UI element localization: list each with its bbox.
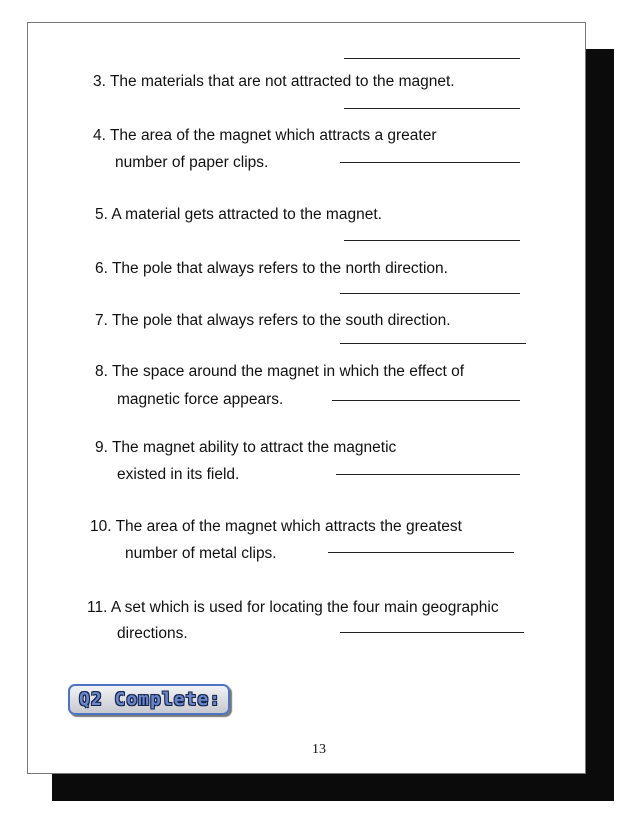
question-item-11 (87, 598, 499, 618)
item-number: 5. (95, 206, 108, 223)
question-item-10 (90, 517, 462, 537)
item-text: The area of the magnet which attracts the greatest (115, 518, 462, 535)
answer-blank[interactable] (336, 474, 520, 475)
item-text: The materials that are not attracted to the magnet. (109, 73, 455, 90)
item-number: 4. (93, 127, 106, 144)
item-number: 3. (93, 73, 106, 90)
item-text: A set which is used for locating the four main geographic (110, 599, 499, 616)
item-text: The magnet ability to attract the magnetic (111, 439, 397, 456)
answer-blank[interactable] (340, 343, 526, 344)
question-item-6 (95, 259, 448, 279)
item-number: 6. (95, 260, 108, 277)
page-number: 13 (312, 742, 326, 757)
question-item-7 (95, 311, 451, 331)
item-text: The space around the magnet in which the effect of (111, 363, 465, 380)
item-text-continued: magnetic force appears. (117, 391, 284, 408)
answer-blank[interactable] (340, 162, 520, 163)
item-text: The pole that always refers to the north direction. (111, 260, 448, 277)
question-item-3 (93, 72, 455, 92)
answer-blank[interactable] (344, 108, 520, 109)
item-text: The pole that always refers to the south direction. (111, 312, 451, 329)
item-number: 11. (87, 599, 108, 616)
item-text: A material gets attracted to the magnet. (111, 206, 382, 223)
item-text-continued: number of metal clips. (125, 545, 277, 562)
item-text-continued: number of paper clips. (115, 154, 269, 171)
answer-blank[interactable] (344, 240, 520, 241)
question-item-4 (93, 126, 437, 146)
answer-blank[interactable] (332, 400, 520, 401)
answer-blank[interactable] (328, 552, 514, 553)
item-text-continued: directions. (117, 625, 188, 642)
item-number: 8. (95, 363, 108, 380)
item-number: 9. (95, 439, 108, 456)
question-item-9 (95, 438, 396, 458)
answer-blank[interactable] (340, 293, 520, 294)
question-item-5 (95, 205, 382, 225)
item-number: 10. (90, 518, 112, 535)
item-number: 7. (95, 312, 108, 329)
answer-blank[interactable] (344, 58, 520, 59)
item-text: The area of the magnet which attracts a greater (109, 127, 437, 144)
answer-blank[interactable] (340, 632, 524, 633)
item-text-continued: existed in its field. (117, 466, 240, 483)
question-item-8 (95, 362, 464, 382)
section-heading-q2: Q2 Complete: (68, 684, 230, 715)
